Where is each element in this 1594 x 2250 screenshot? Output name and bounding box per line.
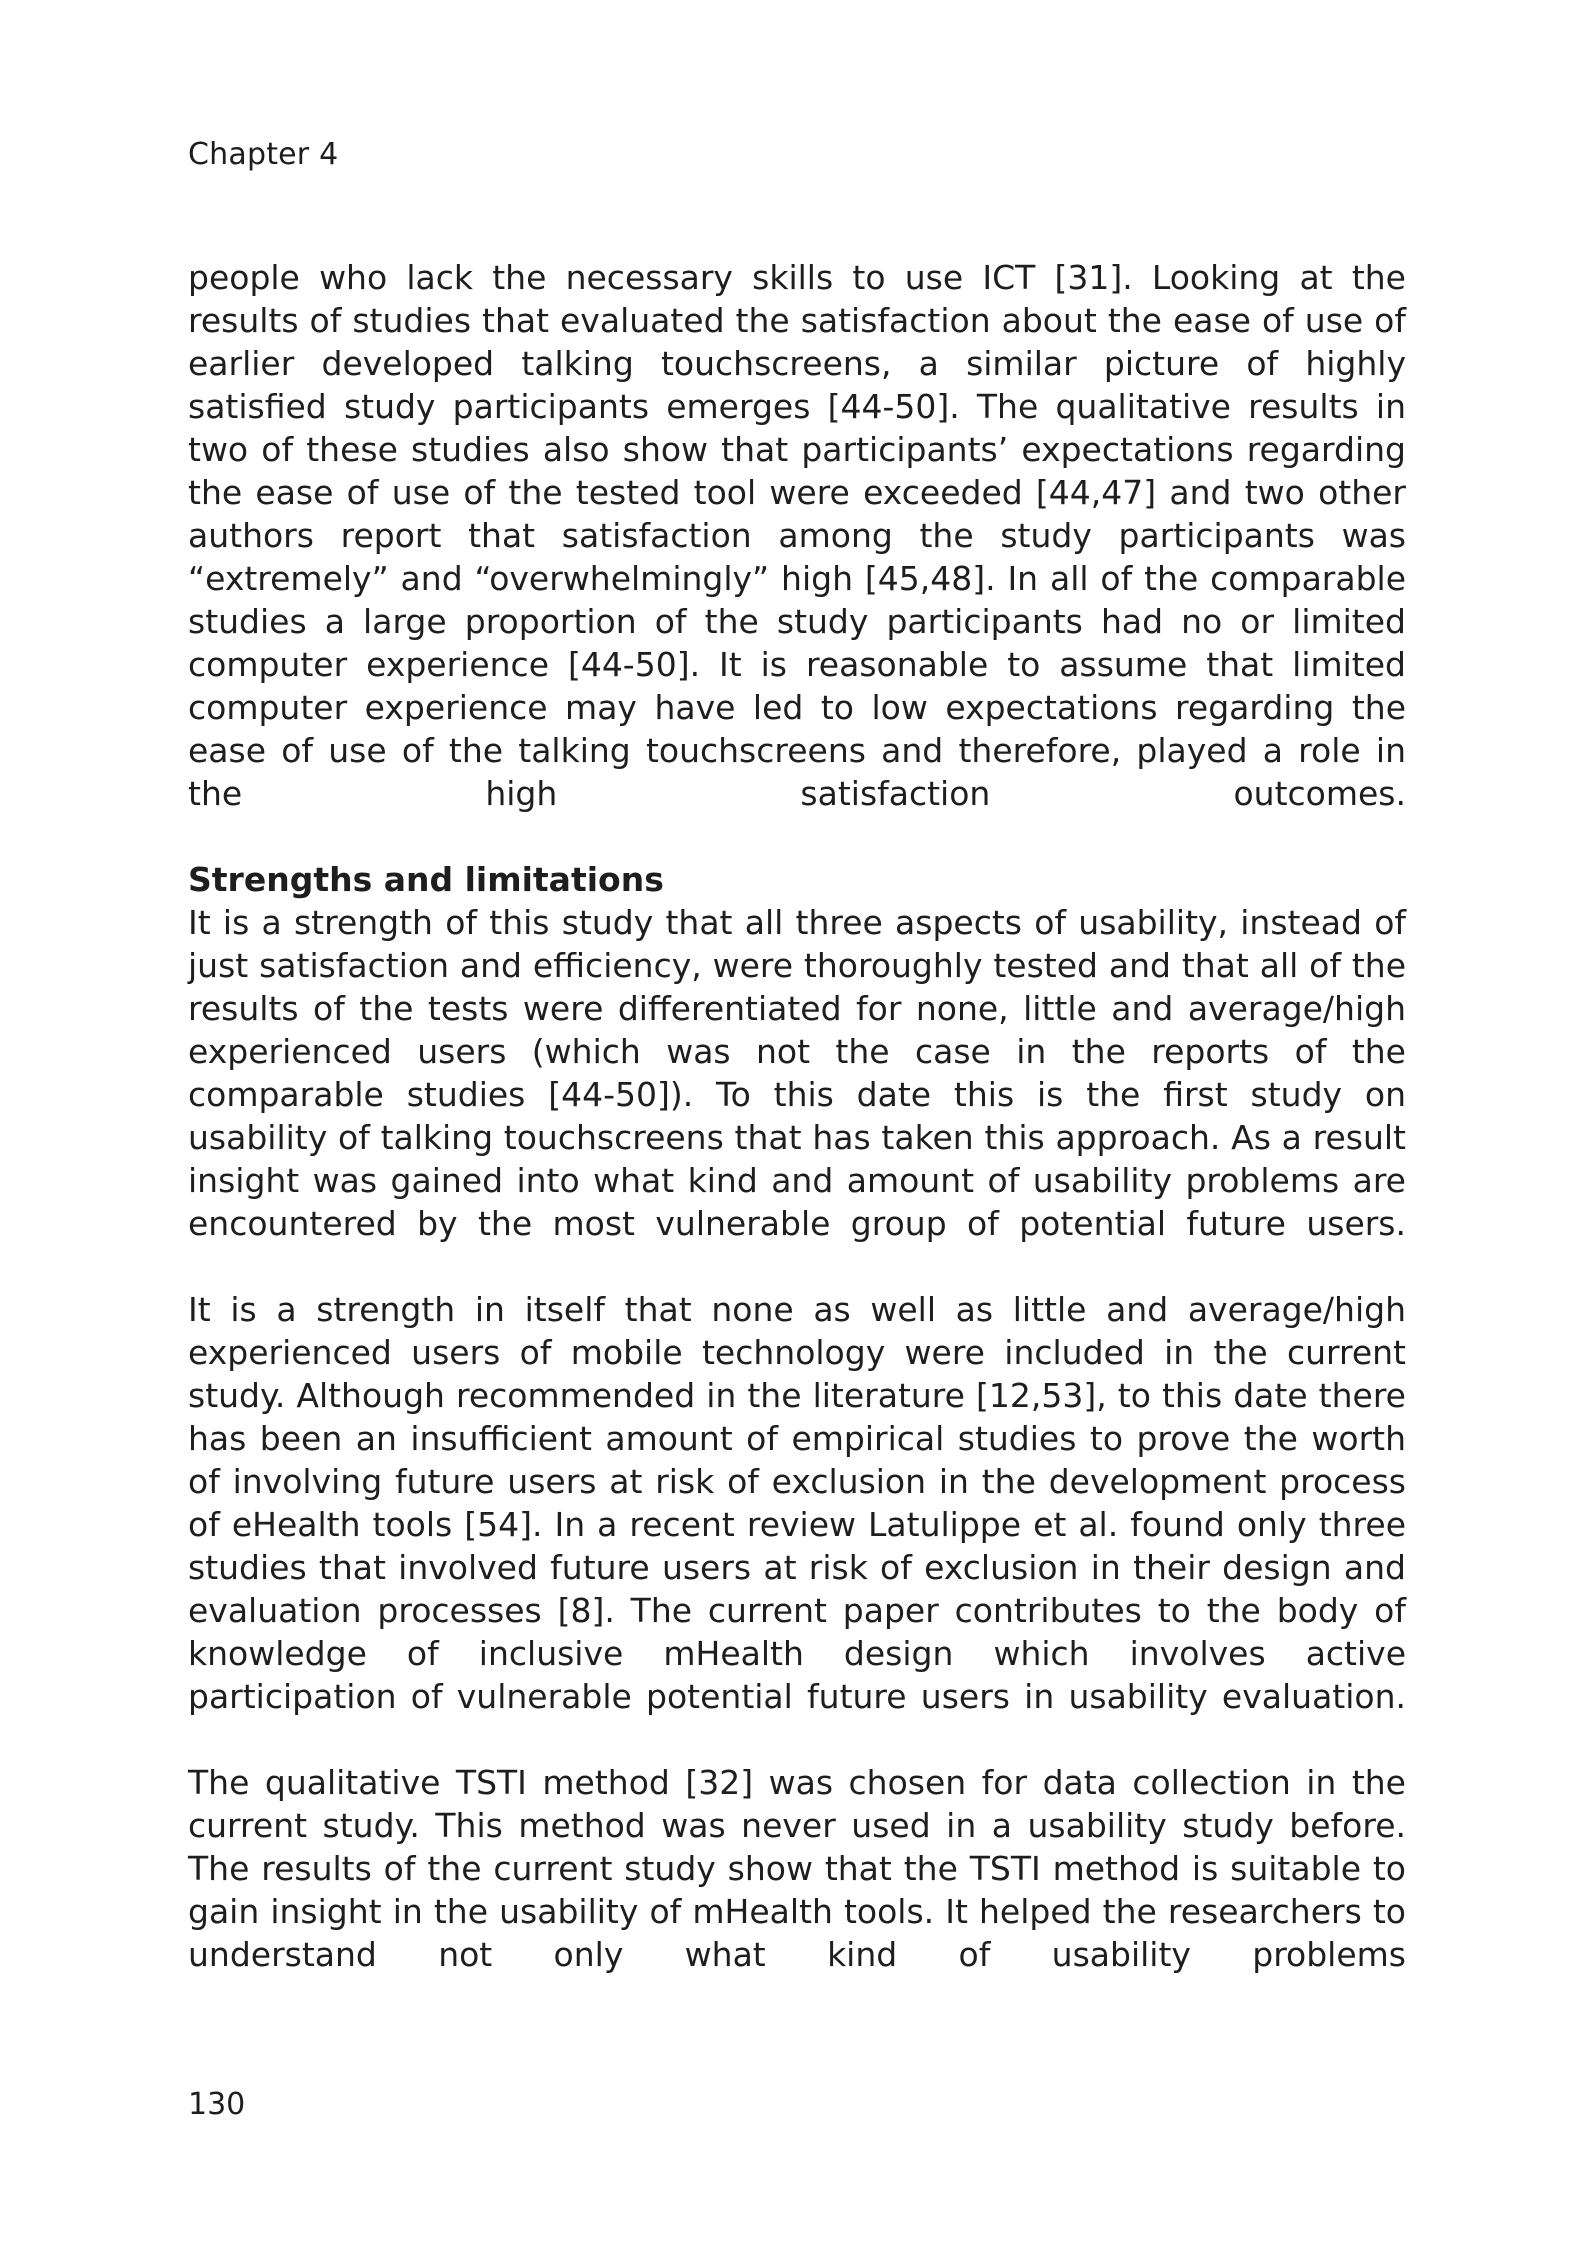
running-head: Chapter 4 (188, 137, 339, 172)
paragraph-strengths-usability: It is a strength of this study that all three aspects of usability, instead of just satisfaction and efficiency, were thoroughly tested and that all of the results of the tests were differentiated for none, little and average/high experienced users (which was not the case in the reports of the comparable studies [44-50]). To this date this is the first study on usability of talking touchscreens that has taken this approach. As a result insight was gained into what kind and amount of usability problems are encountered by the most vulnerable group of potential future users. (188, 903, 1406, 1243)
page-number: 130 (188, 2087, 246, 2122)
paragraph-spacer (188, 815, 1406, 858)
paragraph-spacer (188, 1718, 1406, 1761)
paragraph-spacer (188, 1245, 1406, 1288)
body-text (188, 256, 1406, 1976)
paragraph-tsti-method: The qualitative TSTI method [32] was chosen for data collection in the current study. This method was never used in a usability study before. The results of the current study show that the TSTI method is suitable to gain insight in the usability of mHealth tools. It helped the researchers to understand not only what kind of usability problems (188, 1763, 1406, 1974)
paragraph-strengths-inclusion: It is a strength in itself that none as well as little and average/high experienced users of mobile technology were included in the current study. Although recommended in the literature [12,53], to this date there has been an insufficient amount of empirical studies to prove the worth of involving future users at risk of exclusion in the development process of eHealth tools [54]. In a recent review Latulippe et al. found only three studies that involved future users at risk of exclusion in their design and evaluation processes [8]. The current paper contributes to the body of knowledge of inclusive mHealth design which involves active participation of vulnerable potential future users in usability evaluation. (188, 1290, 1406, 1716)
paragraph-discussion-satisfaction: people who lack the necessary skills to use ICT [31]. Looking at the results of studies that evaluated the satisfaction about the ease of use of earlier developed talking touchscreens, a similar picture of highly satisfied study participants emerges [44-50]. The qualitative results in two of these studies also show that participants’ expectations regarding the ease of use of the tested tool were exceeded [44,47] and two other authors report that satisfaction among the study participants was “extremely” and “overwhelmingly” high [45,48]. In all of the comparable studies a large proportion of the study participants had no or limited computer experience [44-50]. It is reasonable to assume that limited computer experience may have led to low expectations regarding the ease of use of the talking touchscreens and therefore, played a role in the high satisfaction outcomes. (188, 258, 1406, 813)
section-heading: Strengths and limitations (188, 860, 664, 899)
